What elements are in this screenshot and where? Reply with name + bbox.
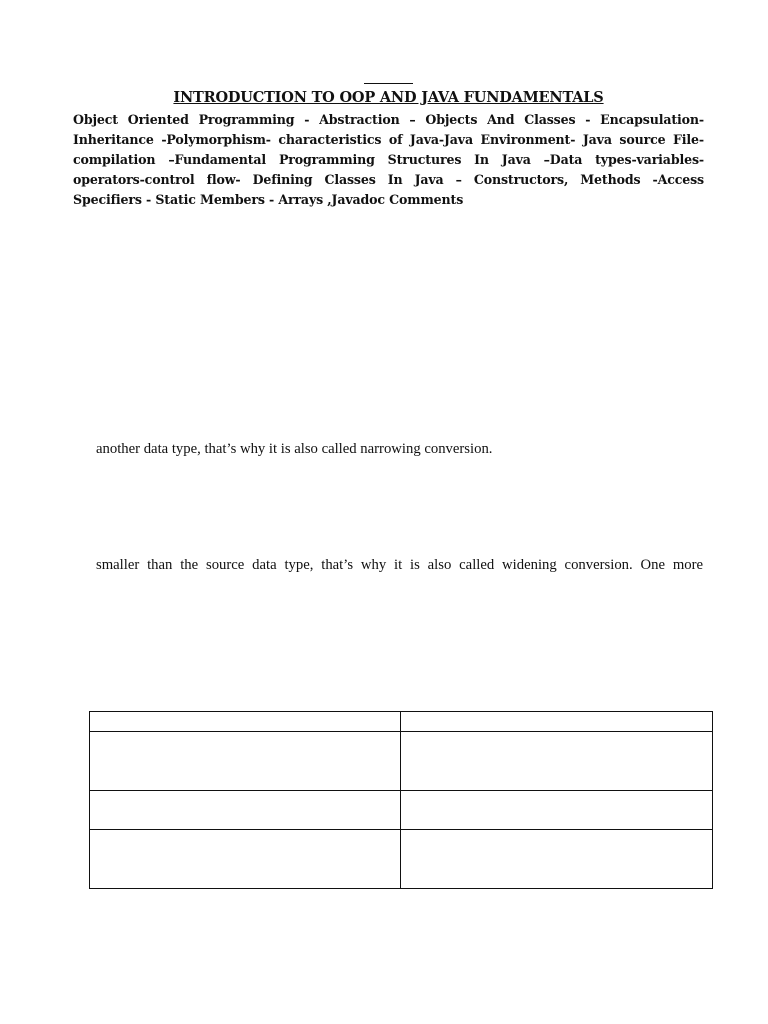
table-cell <box>401 732 713 791</box>
table-row <box>90 712 713 732</box>
top-rule <box>364 83 413 84</box>
table-cell <box>90 732 401 791</box>
table-cell <box>401 830 713 889</box>
table-cell <box>90 791 401 830</box>
body-text-line: another data type, that’s why it is also called narrowing conversion. <box>96 441 493 457</box>
table-cell <box>90 712 401 732</box>
table-row <box>90 830 713 889</box>
table-cell <box>90 830 401 889</box>
table-cell <box>401 791 713 830</box>
comparison-table <box>89 711 713 889</box>
table-row <box>90 732 713 791</box>
page-title: INTRODUCTION TO OOP AND JAVA FUNDAMENTALS <box>173 89 604 106</box>
table-cell <box>401 712 713 732</box>
body-text-line: smaller than the source data type, that’s why it is also called widening conversion. One more <box>96 557 703 573</box>
syllabus-summary: Object Oriented Programming - Abstraction – Objects And Classes - Encapsulation- Inheritance -Polymorphism- characteristics of Java-Java Environment- Java source File- compilation –Fundamental Programming Structures In Java –Data types-variables- operators-control flow- Defining Classes In Java – Constructors, Methods -Access Specifiers - Static Members - Arrays ,Javadoc Comments <box>73 112 704 207</box>
table-row <box>90 791 713 830</box>
